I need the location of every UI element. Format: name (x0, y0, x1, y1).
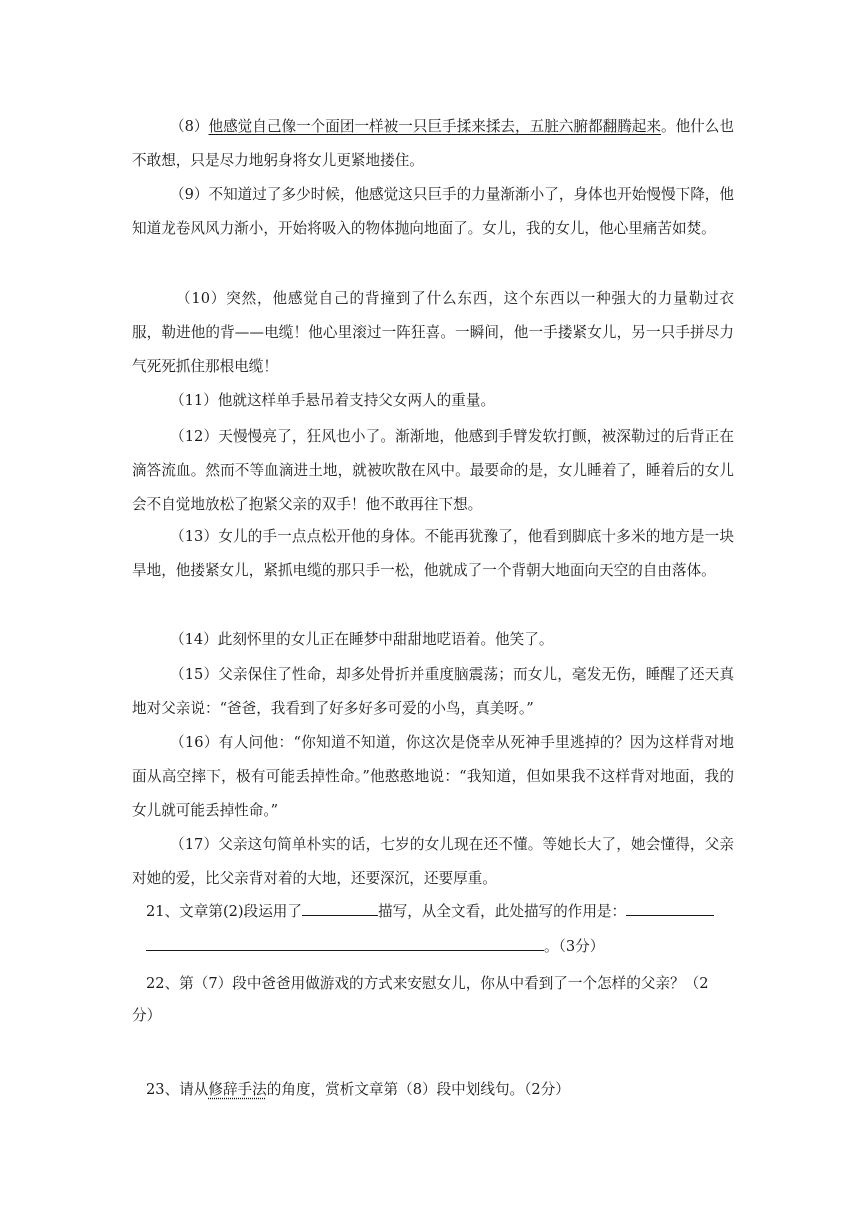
paragraph-11: （11）他就这样单手悬吊着支持父女两人的重量。 (170, 392, 496, 409)
underlined-sentence: 他感觉自己像一个面团一样被一只巨手揉来揉去，五脏六腑都翻腾起来 (208, 118, 661, 135)
emphasized-term: 修辞手法 (208, 1081, 267, 1098)
paragraph-15: （15）父亲保住了性命，却多处骨折并重度脑震荡；而女儿，毫发无伤，睡醒了还天真地对父亲说：“爸爸，我看到了好多好多可爱的小鸟，真美呀。” (132, 666, 734, 717)
paragraph-13: （13）女儿的手一点点松开他的身体。不能再犹豫了，他看到脚底十多米的地方是一块旱地，他搂紧女儿，紧抓电缆的那只手一松，他就成了一个背朝大地面向天空的自由落体。 (132, 528, 734, 579)
question-23-prefix: 23、请从 (146, 1081, 209, 1098)
question-21-middle: 描写，从全文看，此处描写的作用是： (378, 903, 627, 920)
question-21 (146, 895, 714, 929)
paragraph-8-rest: 。他什么也不敢想，只是尽力地躬身将女儿更紧地搂住。 (132, 118, 734, 169)
question-22-line-2: 分） (132, 1007, 162, 1024)
paragraph-10: （10）突然，他感觉自己的背撞到了什么东西，这个东西以一种强大的力量勒过衣服，勒进他的背——电缆！他心里滚过一阵狂喜。一瞬间，他一手搂紧女儿，另一只手拼尽力气死死抓住那根电缆！ (132, 290, 734, 375)
paragraph-8-number: （8） (170, 118, 209, 135)
answer-blank-21b[interactable] (626, 899, 714, 916)
question-23 (146, 1073, 570, 1107)
answer-blank-21c[interactable] (146, 934, 544, 951)
question-22: 22、第（7）段中爸爸用做游戏的方式来安慰女儿，你从中看到了一个怎样的父亲？（2 (146, 975, 709, 992)
question-21-end: 。（3分） (544, 938, 605, 955)
question-21-line-2 (146, 930, 604, 964)
paragraph-14: （14）此刻怀里的女儿正在睡梦中甜甜地呓语着。他笑了。 (170, 631, 554, 648)
question-21-prefix: 21、文章第(2)段运用了 (146, 903, 302, 920)
paragraph-16: （16）有人问他：“你知道不知道，你这次是侥幸从死神手里逃掉的？因为这样背对地面从高空摔下，极有可能丢掉性命。”他憨憨地说：“我知道，但如果我不这样背对地面，我的女儿就可能丢掉性命。” (132, 734, 734, 819)
paragraph-12: （12）天慢慢亮了，狂风也小了。渐渐地，他感到手臂发软打颤，被深勒过的后背正在滴答流血。然而不等血滴进土地，就被吹散在风中。最要命的是，女儿睡着了，睡着后的女儿会不自觉地放松了抱紧父亲的双手！他不敢再往下想。 (132, 428, 734, 513)
paragraph-8 (132, 110, 734, 178)
paragraph-9: （9）不知道过了多少时候，他感觉这只巨手的力量渐渐小了，身体也开始慢慢下降，他知道龙卷风风力渐小，开始将吸入的物体抛向地面了。女儿，我的女儿，他心里痛苦如焚。 (132, 186, 734, 237)
answer-blank-21a[interactable] (302, 899, 378, 916)
question-23-rest: 的角度，赏析文章第（8）段中划线句。（2分） (266, 1081, 570, 1098)
paragraph-17: （17）父亲这句简单朴实的话，七岁的女儿现在还不懂。等她长大了，她会懂得，父亲对她的爱，比父亲背对着的大地，还要深沉，还要厚重。 (132, 836, 734, 887)
